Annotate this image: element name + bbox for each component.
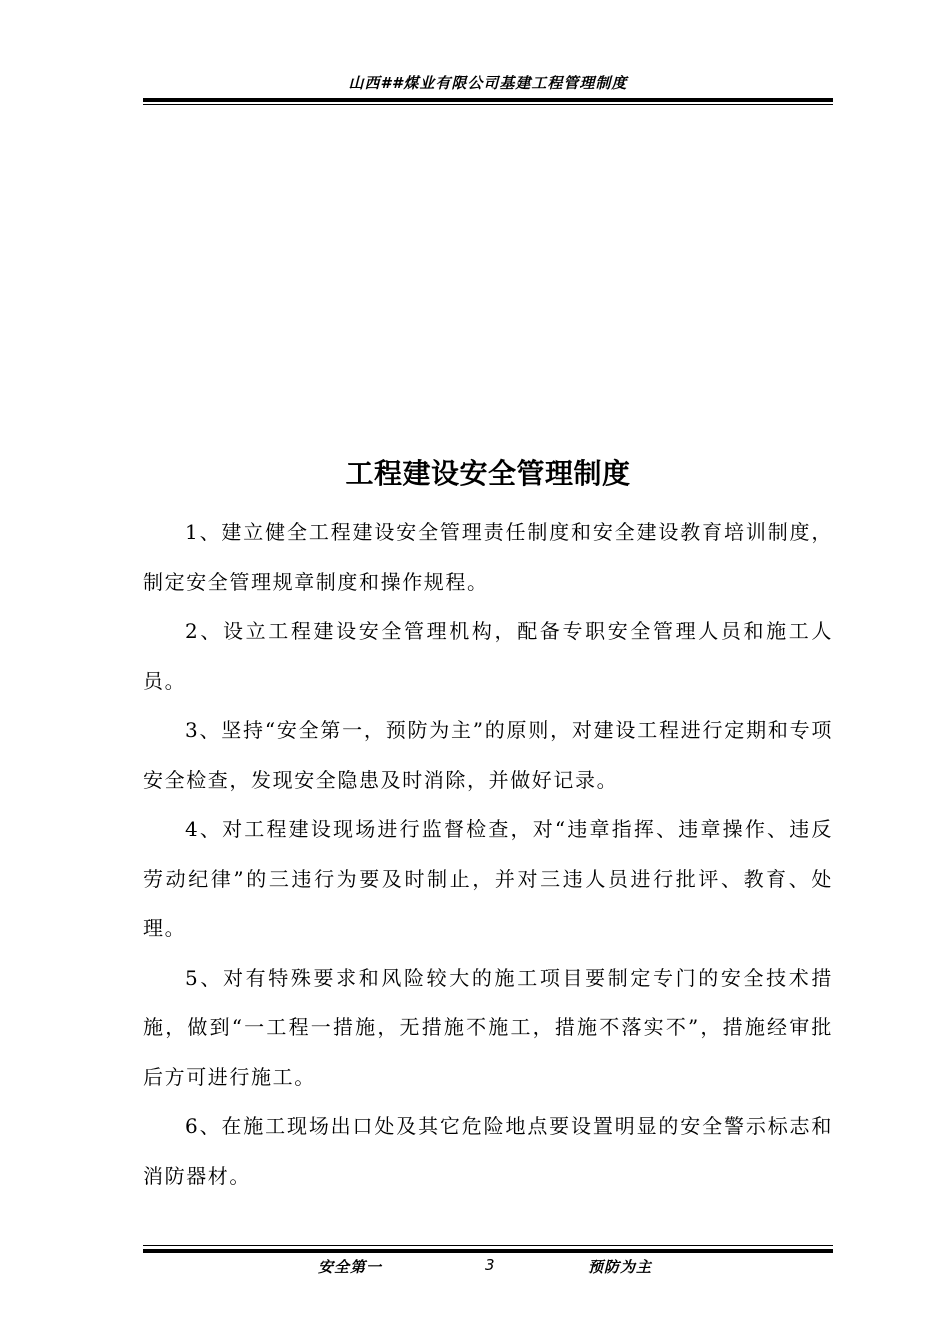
paragraph-6: 6、在施工现场出口处及其它危险地点要设置明显的安全警示标志和消防器材。	[143, 1114, 833, 1188]
footer-page-number: 3	[485, 1256, 496, 1274]
paragraph-4: 4、对工程建设现场进行监督检查，对“违章指挥、违章操作、违反劳动纪律”的三违行为要及时制止，并对三违人员进行批评、教育、处理。	[143, 817, 833, 940]
footer-rule-thick	[143, 1249, 833, 1253]
paragraph-1: 1、建立健全工程建设安全管理责任制度和安全建设教育培训制度，制定安全管理规章制度和操作规程。	[143, 520, 833, 594]
footer-rule-thin	[143, 1245, 833, 1246]
page-header-title: 山西##煤业有限公司基建工程管理制度	[348, 74, 628, 92]
document-title: 工程建设安全管理制度	[345, 457, 631, 490]
header-rule-thin	[143, 104, 833, 105]
paragraph-5: 5、对有特殊要求和风险较大的施工项目要制定专门的安全技术措施，做到“一工程一措施，无措施不施工，措施不落实不”，措施经审批后方可进行施工。	[143, 965, 833, 1089]
header-rule-thick	[143, 98, 833, 102]
paragraph-2: 2、设立工程建设安全管理机构，配备专职安全管理人员和施工人员。	[143, 619, 833, 693]
document-body	[143, 508, 833, 1201]
paragraph-3: 3、坚持“安全第一，预防为主”的原则，对建设工程进行定期和专项安全检查，发现安全隐患及时消除，并做好记录。	[143, 718, 833, 792]
footer-left-slogan: 安全第一	[318, 1258, 383, 1276]
footer-right-slogan: 预防为主	[588, 1258, 653, 1276]
